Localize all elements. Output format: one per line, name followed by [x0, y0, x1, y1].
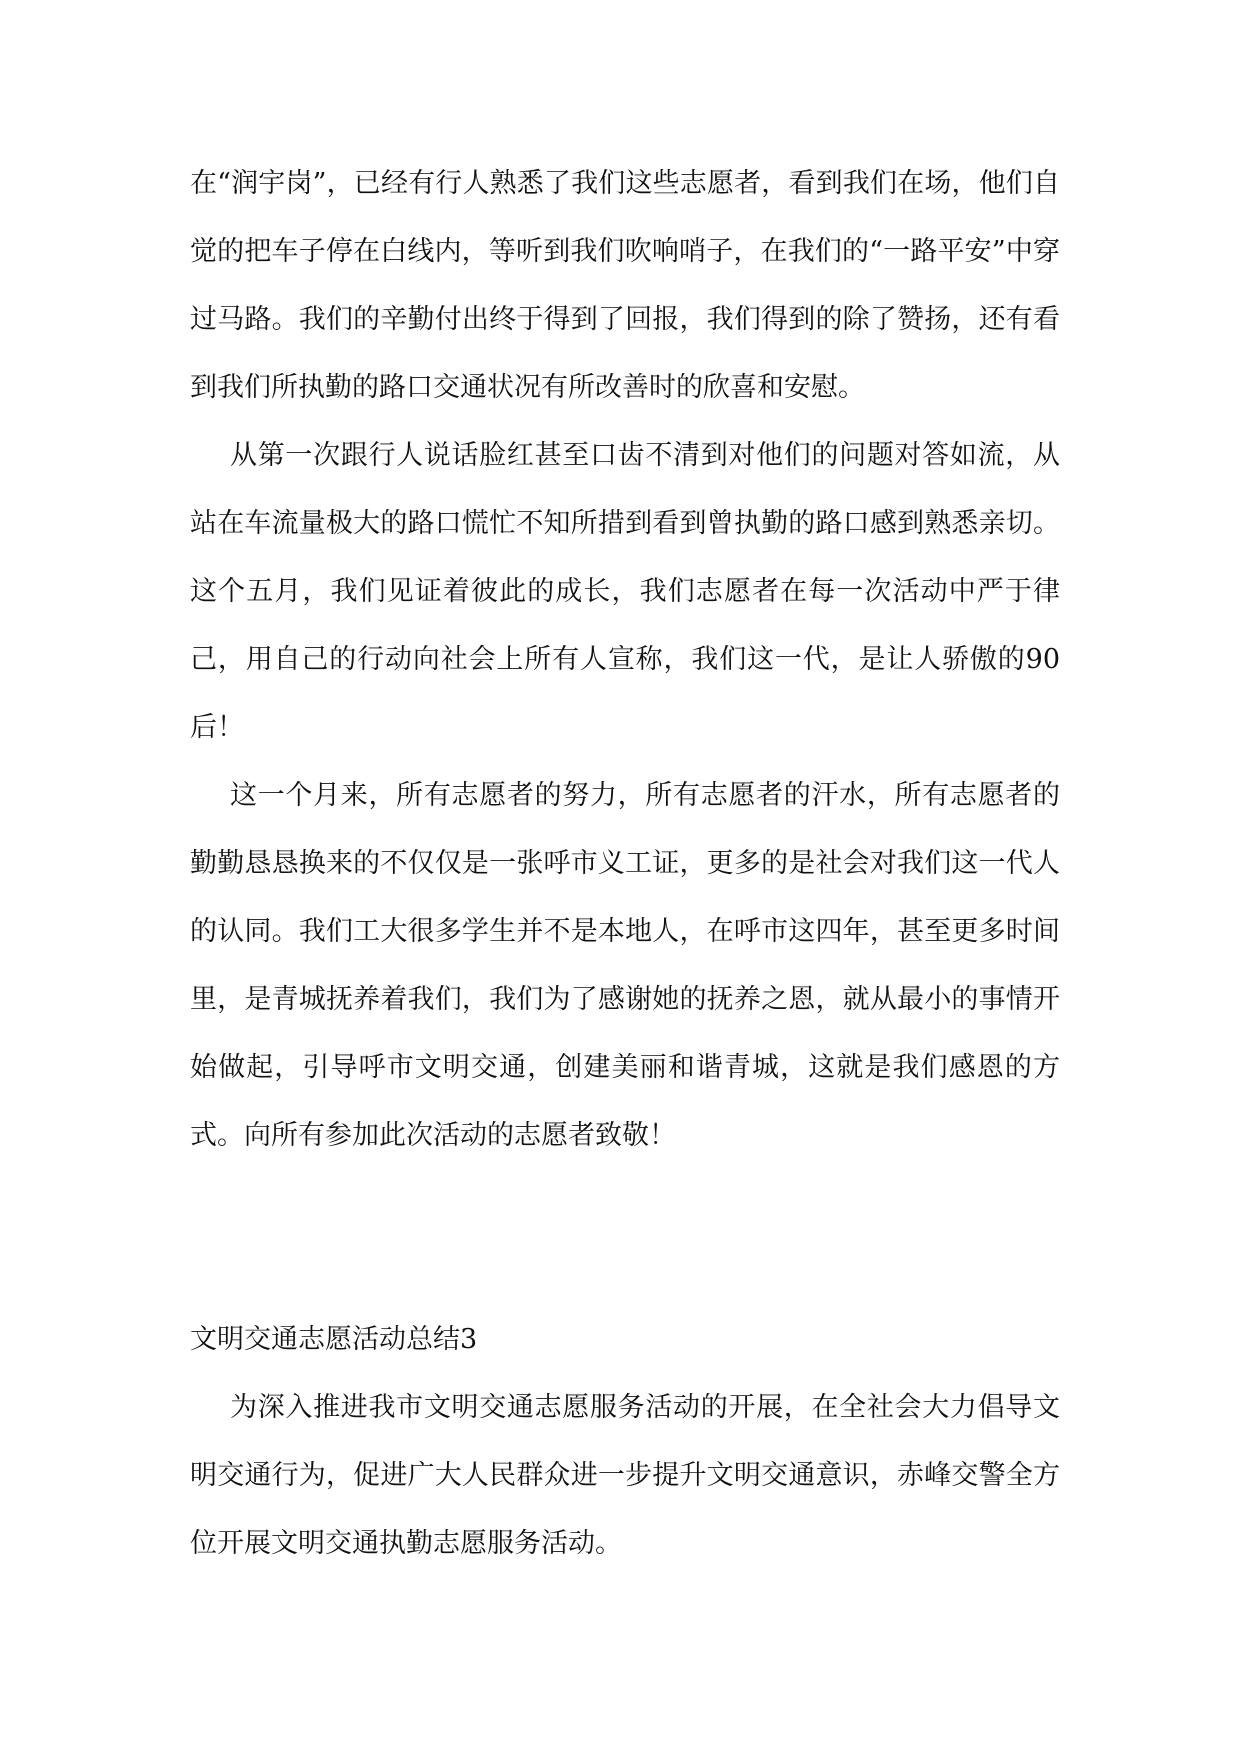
section-heading: 文明交通志愿活动总结3	[190, 1324, 478, 1355]
section-spacer	[190, 1170, 1060, 1306]
paragraph-1: 在“润宇岗”，已经有行人熟悉了我们这些志愿者，看到我们在场，他们自觉的把车子停在白线内，等听到我们吹响哨子，在我们的“一路平安”中穿过马路。我们的辛勤付出终于得到了回报，我们得到的除了赞扬，还有看到我们所执勤的路口交通状况有所改善时的欣喜和安慰。	[190, 168, 1060, 403]
paragraph-3: 这一个月来，所有志愿者的努力，所有志愿者的汗水，所有志愿者的勤勤恳恳换来的不仅仅是一张呼市义工证，更多的是社会对我们这一代人的认同。我们工大很多学生并不是本地人，在呼市这四年，甚至更多时间里，是青城抚养着我们，我们为了感谢她的抚养之恩，就从最小的事情开始做起，引导呼市文明交通，创建美丽和谐青城，这就是我们感恩的方式。向所有参加此次活动的志愿者致敬！	[190, 780, 1060, 1151]
document-body	[190, 150, 1060, 1578]
paragraph-4: 为深入推进我市文明交通志愿服务活动的开展，在全社会大力倡导文明交通行为，促进广大人民群众进一步提升文明交通意识，赤峰交警全方位开展文明交通执勤志愿服务活动。	[190, 1392, 1060, 1559]
paragraph-2: 从第一次跟行人说话脸红甚至口齿不清到对他们的问题对答如流，从站在车流量极大的路口慌忙不知所措到看到曾执勤的路口感到熟悉亲切。这个五月，我们见证着彼此的成长，我们志愿者在每一次活动中严于律己，用自己的行动向社会上所有人宣称，我们这一代，是让人骄傲的90后！	[190, 440, 1060, 743]
